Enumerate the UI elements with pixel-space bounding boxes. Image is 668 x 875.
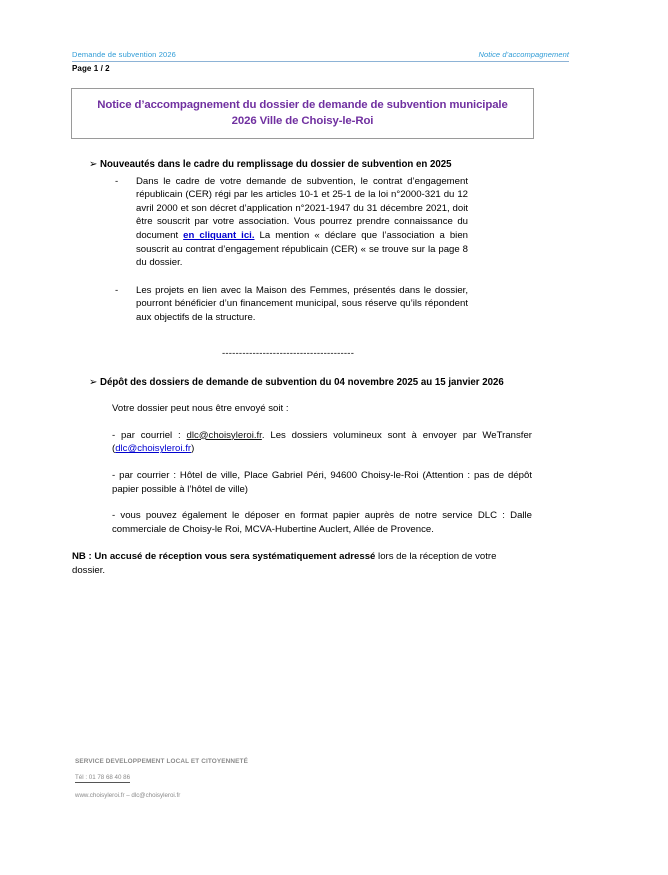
title-line-2: 2026 Ville de Choisy-le-Roi bbox=[231, 115, 374, 127]
page-header bbox=[72, 50, 569, 73]
section-1-item-2 bbox=[72, 284, 468, 325]
email-paragraph-prefix: - par courriel : bbox=[112, 429, 187, 441]
page-footer bbox=[75, 757, 495, 800]
section-1-item-2-body: Les projets en lien avec la Maison des Femmes, présentés dans le dossier, pourront bénéficier d’un financement municipal, sous réserve qu’ils répondent aux objectifs de la structure. bbox=[136, 284, 468, 323]
en-cliquant-ici-link[interactable]: en cliquant ici. bbox=[183, 229, 255, 241]
section-2-paragraph-email bbox=[72, 429, 532, 456]
header-row bbox=[72, 50, 569, 62]
title-box bbox=[71, 88, 534, 139]
title-line-1: Notice d’accompagnement du dossier de demande de subvention municipale bbox=[97, 99, 508, 111]
section-2-heading: Dépôt des dossiers de demande de subvention du 04 novembre 2025 au 15 janvier 2026 bbox=[100, 376, 504, 388]
header-right-text: Notice d’accompagnement bbox=[478, 50, 569, 59]
email-paragraph-middle: . Les dossiers volumineux sont à envoyer par WeTransfer ( bbox=[112, 429, 532, 455]
email-link-wetransfer[interactable]: dlc@choisyleroi.fr bbox=[115, 443, 192, 455]
email-link-primary[interactable]: dlc@choisyleroi.fr bbox=[186, 429, 262, 441]
section-2-paragraph-mail: - par courrier : Hôtel de ville, Place Gabriel Péri, 94600 Choisy-le-Roi (Attention : pas de dépôt papier possible à l’hôtel de ville) bbox=[112, 469, 532, 495]
nb-paragraph bbox=[72, 550, 532, 578]
email-paragraph-suffix: ) bbox=[191, 443, 195, 455]
footer-telephone: Tél : 01 78 68 40 86 bbox=[75, 774, 131, 781]
nb-bold-part: NB : Un accusé de réception vous sera systématiquement adressé bbox=[72, 551, 376, 563]
document-content bbox=[72, 158, 532, 578]
section-1-heading: Nouveautés dans le cadre du remplissage du dossier de subvention en 2025 bbox=[100, 159, 452, 170]
footer-organization: SERVICE DEVELOPPEMENT LOCAL ET CITOYENNETÉ bbox=[75, 758, 248, 765]
footer-website: www.choisyleroi.fr – dlc@choisyleroi.fr bbox=[75, 792, 181, 799]
dash-bullet-icon: - bbox=[115, 284, 119, 296]
section-2-intro: Votre dossier peut nous être envoyé soit : bbox=[112, 403, 289, 415]
nb-rest: lors de la réception de votre dossier. bbox=[72, 551, 497, 577]
item-1-text-before-link: Dans le cadre de votre demande de subvention, le contrat d’engagement républicain (CER) régi par les articles 10-1 et 25-1 de la loi n°2000-321 du 12 avril 2000 et son décret d’application n°2021-1947 du 31 décembre 2021, doit être souscrit par votre association. Vous pourrez prendre connaissance du document bbox=[136, 175, 468, 241]
section-separator: --------------------------------------- bbox=[222, 347, 355, 359]
section-1-heading-row bbox=[72, 158, 532, 172]
dash-bullet-icon: - bbox=[115, 175, 119, 187]
page-number: Page 1 / 2 bbox=[72, 64, 110, 73]
section-1-item-1-body bbox=[136, 175, 468, 270]
item-1-text-after-link: La mention « déclare que l’association a bien souscrit au contrat d’engagement républicain (CER) « se trouve sur la page 8 du dossier. bbox=[136, 229, 468, 269]
arrow-bullet-icon: ➢ bbox=[89, 159, 98, 170]
section-2-paragraph-dropoff: - vous pouvez également le déposer en format papier auprès de notre service DLC : Dalle commerciale de Choisy-le Roi, MCVA-Hubertine Auclert, Allée de Provence. bbox=[112, 510, 532, 535]
header-left-text: Demande de subvention 2026 bbox=[72, 50, 176, 59]
arrow-bullet-icon: ➢ bbox=[89, 376, 98, 388]
section-1-item-1 bbox=[72, 175, 468, 270]
section-2-heading-row bbox=[72, 376, 532, 390]
